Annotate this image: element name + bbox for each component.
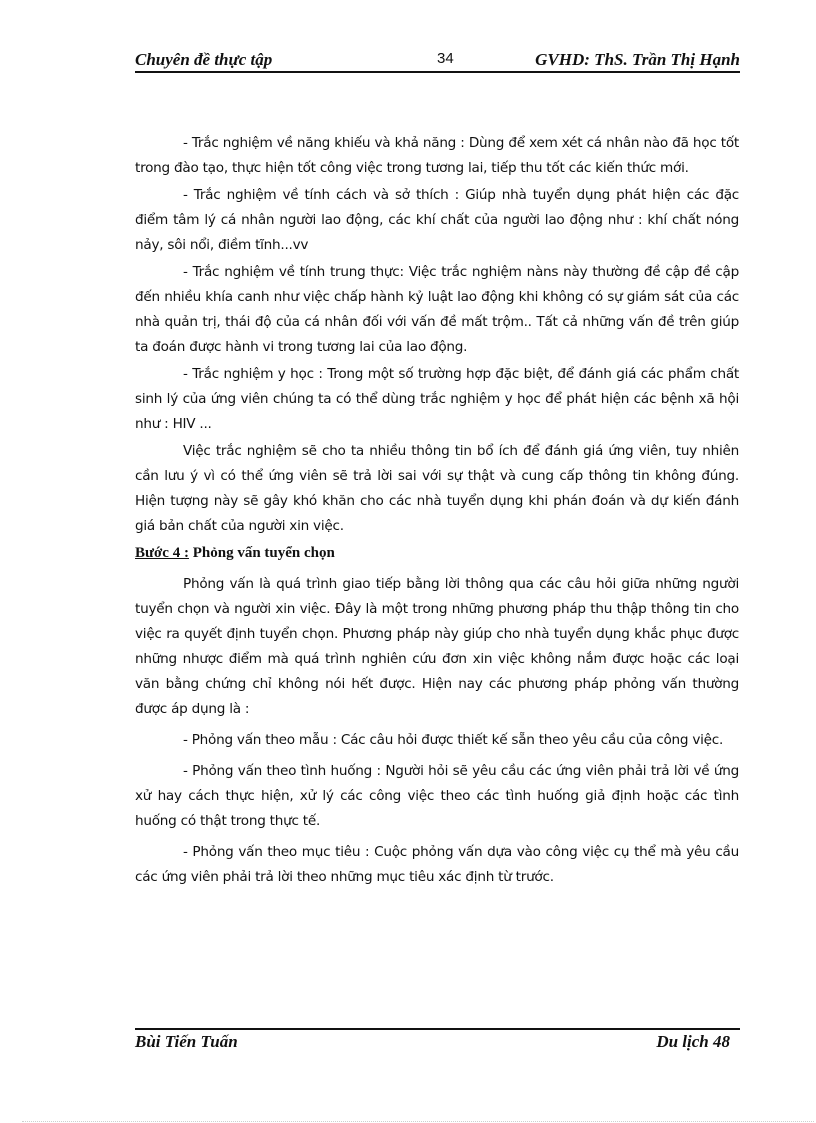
paragraph-personality-test: - Trắc nghiệm về tính cách và sở thích : Giúp nhà tuyển dụng phát hiện các đặc điểm tâm lý cá nhân người lao động, các khí chất của người lao động như : khí chất nóng nảy, sôi nổi, điềm tĩnh...vv (135, 187, 739, 253)
paragraph-template-interview: - Phỏng vấn theo mẫu : Các câu hỏi được thiết kế sẵn theo yêu cầu của công việc. (183, 732, 724, 748)
footer-class: Du lịch 48 (656, 1032, 730, 1051)
paragraph-situational-interview: - Phỏng vấn theo tình huống : Người hỏi sẽ yêu cầu các ứng viên phải trả lời về ứng xử hay cách thực hiện, xử lý các công việc theo các tình huống giả định hoặc các tình huống có thật trong thực tế. (135, 763, 739, 829)
paragraph-medical-test: - Trắc nghiệm y học : Trong một số trường hợp đặc biệt, để đánh giá các phẩm chất sinh lý của ứng viên chúng ta có thể dùng trắc nghiệm y học để phát hiện các bệnh xã hội như : HIV ... (135, 366, 739, 432)
footer-rule (135, 1028, 740, 1030)
page-footer (135, 1032, 740, 1056)
header-rule (135, 71, 740, 73)
paragraph-aptitude-test: - Trắc nghiệm về năng khiếu và khả năng : Dùng để xem xét cá nhân nào đã học tốt trong đào tạo, thực hiện tốt công việc trong tương lai, tiếp thu tốt các kiến thức mới. (135, 135, 739, 176)
step-heading (135, 541, 739, 566)
step-label: Bước 4 : (135, 545, 189, 561)
header-supervisor: GVHD: ThS. Trần Thị Hạnh (535, 50, 740, 69)
footer-author: Bùi Tiến Tuấn (135, 1032, 238, 1051)
paragraph-interview: Phỏng vấn là quá trình giao tiếp bằng lời thông qua các câu hỏi giữa những người tuyển chọn và người xin việc. Đây là một trong những phương pháp thu thập thông tin cho việc ra quyết định tuyển chọn. Phương pháp này giúp cho nhà tuyển dụng khắc phục được những nhược điểm mà quá trình nghiên cứu đơn xin việc không nắm được hoặc các loại văn bằng chứng chỉ không nói hết được. Hiện nay các phương pháp phỏng vấn thường được áp dụng là : (135, 576, 739, 717)
paragraph-test-note: Việc trắc nghiệm sẽ cho ta nhiều thông tin bổ ích để đánh giá ứng viên, tuy nhiên cần lưu ý vì có thể ứng viên sẽ trả lời sai với sự thật và cung cấp thông tin không đúng. Hiện tượng này sẽ gây khó khăn cho các nhà tuyển dụng khi phán đoán và dự kiến đánh giá bản chất của người xin việc. (135, 443, 739, 534)
body-text (135, 131, 739, 890)
page-header (135, 48, 740, 72)
header-title: Chuyên đề thực tập (135, 50, 273, 69)
paragraph-honesty-test: - Trắc nghiệm về tính trung thực: Việc trắc nghiệm nàns này thường đề cập đề cập đến nhiều khía canh như việc chấp hành kỷ luật lao động khi không có sự giám sát của các nhà quản trị, thái độ của cá nhân đối với vấn đề mất trộm.. Tất cả những vấn đề trên giúp ta đoán được hành vi trong tương lai của lao động. (135, 264, 739, 355)
page-number: 34 (437, 50, 454, 67)
step-title: Phỏng vấn tuyển chọn (188, 545, 335, 561)
page-edge (22, 1121, 814, 1122)
paragraph-objective-interview: - Phỏng vấn theo mục tiêu : Cuộc phỏng vấn dựa vào công việc cụ thể mà yêu cầu các ứng viên phải trả lời theo những mục tiêu xác định từ trước. (135, 844, 739, 885)
